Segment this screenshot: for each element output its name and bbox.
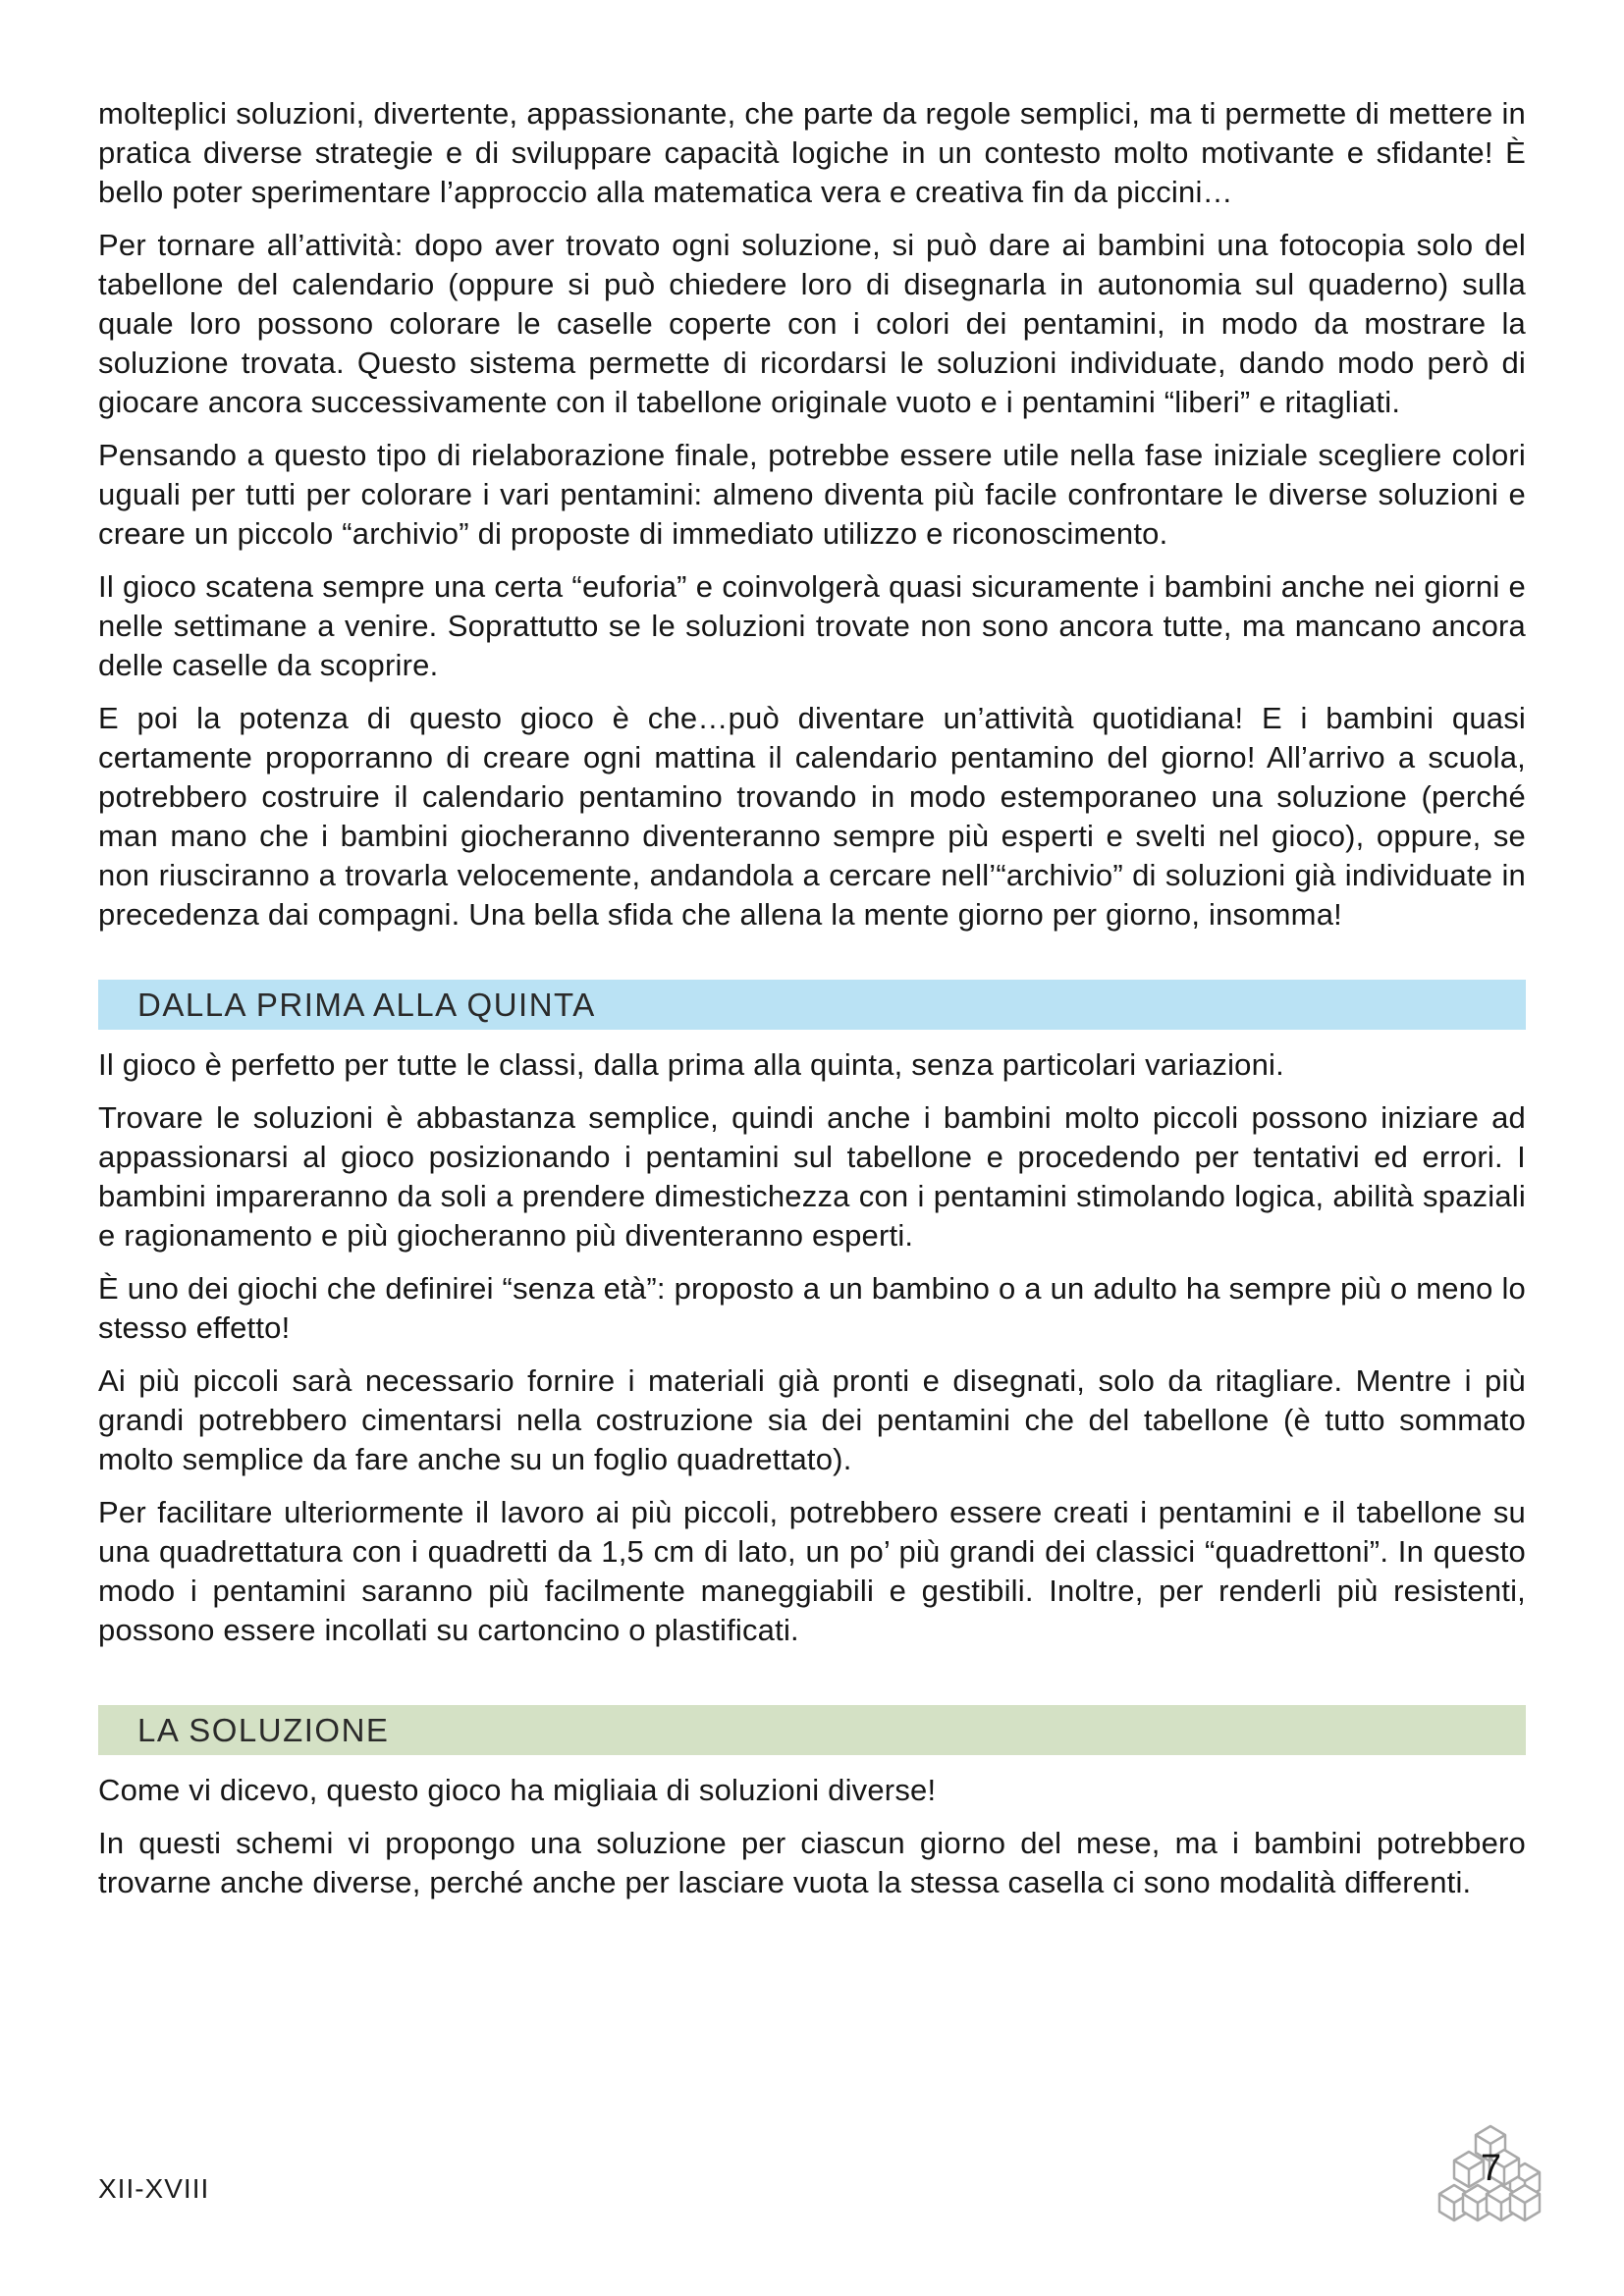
- body-paragraph: Per facilitare ulteriormente il lavoro ai più piccoli, potrebbero essere creati i pentamini e il tabellone su una quadrettatura con i quadretti da 1,5 cm di lato, un po’ più grandi dei classici “quadrettoni”. In questo modo i pentamini saranno più facilmente maneggiabili e gestibili. Inoltre, per renderli più resistenti, possono essere incollati su cartoncino o plastificati.: [98, 1495, 1526, 1647]
- body-paragraph: Ai più piccoli sarà necessario fornire i materiali già pronti e disegnati, solo da ritagliare. Mentre i più grandi potrebbero cimentarsi nella costruzione sia dei pentamini che del tabellone (è tutto sommato molto semplice da fare anche su un foglio quadrettato).: [98, 1363, 1526, 1476]
- body-paragraph: molteplici soluzioni, divertente, appassionante, che parte da regole semplici, ma ti permette di mettere in pratica diverse strategie e di sviluppare capacità logiche in un contesto molto motivante e sfidante! È bello poter sperimentare l’approccio alla matematica vera e creativa fin da piccini…: [98, 96, 1526, 209]
- page-number: 7: [1481, 2148, 1502, 2189]
- section-heading-dalla-prima-alla-quinta: DALLA PRIMA ALLA QUINTA: [98, 980, 1526, 1030]
- body-paragraph: In questi schemi vi propongo una soluzione per ciascun giorno del mese, ma i bambini potrebbero trovarne anche diverse, perché anche per lasciare vuota la stessa casella ci sono modalità differenti.: [98, 1826, 1526, 1899]
- cube-pyramid-logo: [1437, 2124, 1543, 2222]
- body-paragraph: Come vi dicevo, questo gioco ha migliaia di soluzioni diverse!: [98, 1773, 937, 1807]
- body-paragraph: Il gioco è perfetto per tutte le classi, dalla prima alla quinta, senza particolari variazioni.: [98, 1047, 1284, 1082]
- body-paragraph: È uno dei giochi che definirei “senza età”: proposto a un bambino o a un adulto ha sempre più o meno lo stesso effetto!: [98, 1271, 1526, 1345]
- page-content: [98, 94, 1526, 1916]
- body-paragraph: Il gioco scatena sempre una certa “euforia” e coinvolgerà quasi sicuramente i bambini anche nei giorni e nelle settimane a venire. Soprattutto se le soluzioni trovate non sono ancora tutte, ma mancano ancora delle caselle da scoprire.: [98, 569, 1526, 682]
- body-paragraph: E poi la potenza di questo gioco è che…può diventare un’attività quotidiana! E i bambini quasi certamente proporranno di creare ogni mattina il calendario pentamino del giorno! All’arrivo a scuola, potrebbero costruire il calendario pentamino trovando in modo estemporaneo una soluzione (perché man mano che i bambini giocheranno diventeranno sempre più esperti e svelti nel gioco), oppure, se non riusciranno a trovarla velocemente, andandola a cercare nell’“archivio” di soluzioni già individuate in precedenza dai compagni. Una bella sfida che allena la mente giorno per giorno, insomma!: [98, 701, 1526, 932]
- body-paragraph: Pensando a questo tipo di rielaborazione finale, potrebbe essere utile nella fase iniziale scegliere colori uguali per tutti per colorare i vari pentamini: almeno diventa più facile confrontare le diverse soluzioni e creare un piccolo “archivio” di proposte di immediato utilizzo e riconoscimento.: [98, 438, 1526, 551]
- footer-edition-range: XII-XVIII: [98, 2173, 210, 2204]
- body-paragraph: Trovare le soluzioni è abbastanza semplice, quindi anche i bambini molto piccoli possono iniziare ad appassionarsi al gioco posizionando i pentamini sul tabellone e procedendo per tentativi ed errori. I bambini impareranno da soli a prendere dimestichezza con i pentamini stimolando logica, abilità spaziali e ragionamento e più giocheranno più diventeranno esperti.: [98, 1100, 1526, 1253]
- section-heading-la-soluzione: LA SOLUZIONE: [98, 1705, 1526, 1755]
- body-paragraph: Per tornare all’attività: dopo aver trovato ogni soluzione, si può dare ai bambini una fotocopia solo del tabellone del calendario (oppure si può chiedere loro di disegnarla in autonomia sul quaderno) sulla quale loro possono colorare le caselle coperte con i colori dei pentamini, in modo da mostrare la soluzione trovata. Questo sistema permette di ricordarsi le soluzioni individuate, dando modo però di giocare ancora successivamente con il tabellone originale vuoto e i pentamini “liberi” e ritagliati.: [98, 228, 1526, 419]
